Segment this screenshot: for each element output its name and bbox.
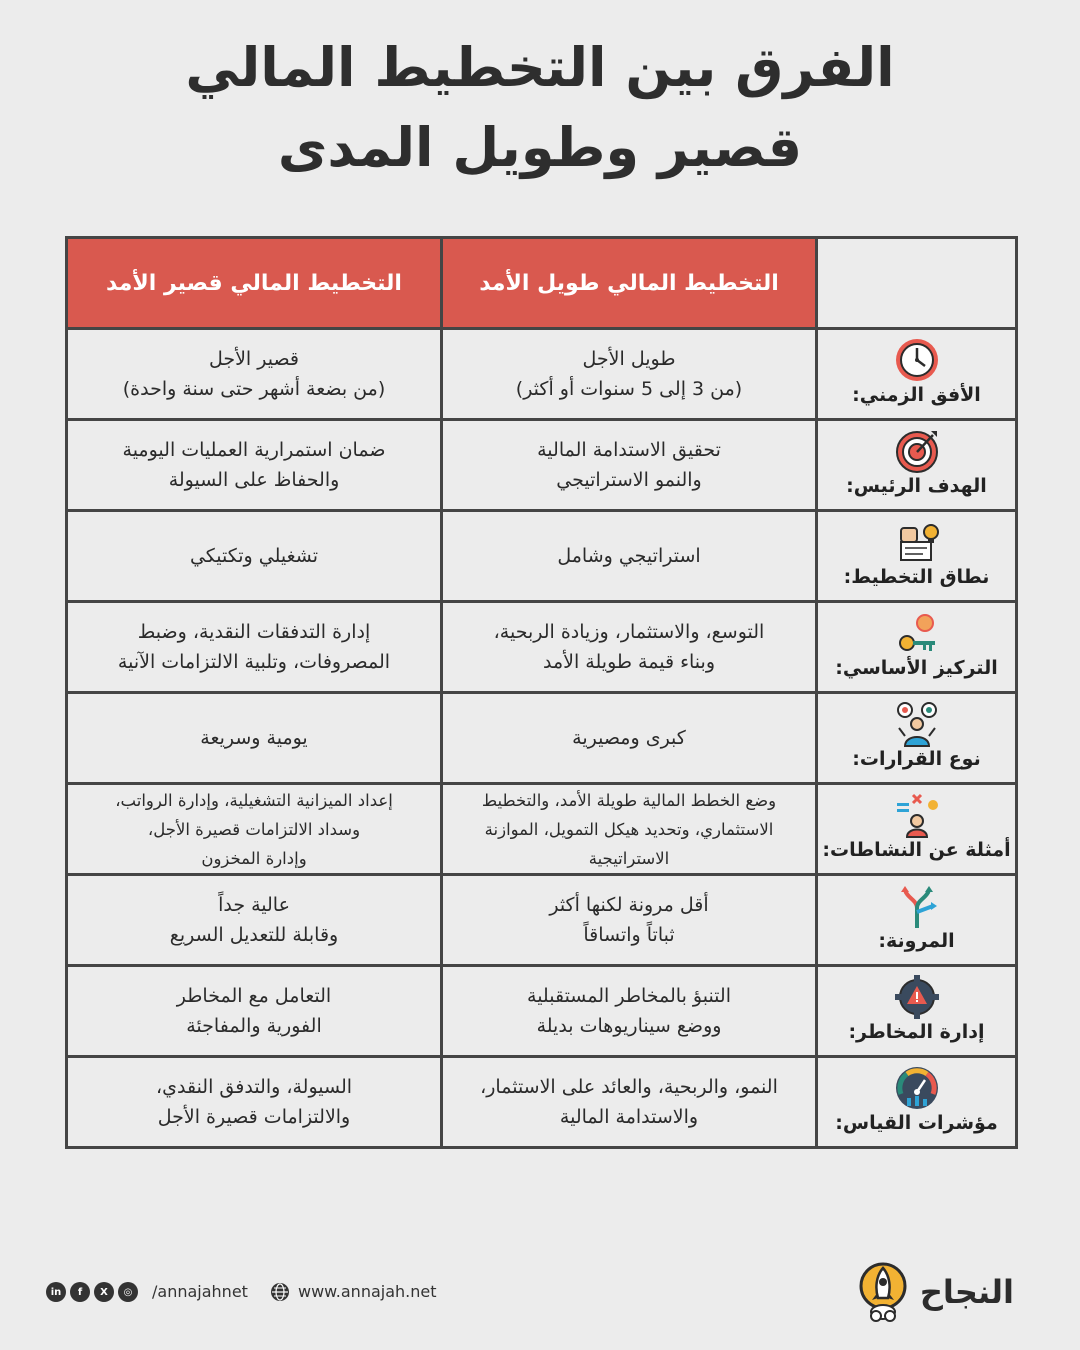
cell-text-line: كبرى ومصيرية [572, 727, 686, 749]
table-row [67, 329, 1017, 420]
cell-text-line: (من 3 إلى 5 سنوات أو أكثر) [515, 378, 743, 400]
page-title [0, 28, 1080, 188]
brand-name: النجاح [919, 1273, 1014, 1311]
cell-short-term [67, 784, 442, 875]
cell-short-term [67, 329, 442, 420]
cell-short-term [67, 875, 442, 966]
row-label-cell [817, 602, 1017, 693]
row-label: المرونة: [878, 930, 955, 952]
row-label: نوع القرارات: [852, 748, 981, 770]
cell-text-line: وسداد الالتزامات قصيرة الأجل، [147, 819, 361, 839]
cell-short-term [67, 966, 442, 1057]
row-label: التركيز الأساسي: [835, 657, 998, 679]
cell-text-line: يومية وسريعة [200, 727, 308, 749]
table-row [67, 693, 1017, 784]
cell-text-line: الاستراتيجية [588, 848, 670, 868]
cell-text-line: أقل مرونة لكنها أكثر [549, 894, 709, 916]
row-label-cell [817, 329, 1017, 420]
row-label-cell [817, 875, 1017, 966]
row-label-cell [817, 420, 1017, 511]
cell-text-line: ثباتاً واتساقاً [583, 924, 675, 946]
cell-long-term [442, 693, 817, 784]
risk-gear-icon [893, 973, 941, 1021]
facebook-icon[interactable]: f [70, 1282, 90, 1302]
title-line-1: الفرق بين التخطيط المالي [185, 36, 895, 99]
table-row [67, 602, 1017, 693]
cell-text-line: التوسع، والاستثمار، وزيادة الربحية، [493, 621, 765, 643]
x-icon[interactable]: X [94, 1282, 114, 1302]
cell-long-term [442, 784, 817, 875]
cell-text-line: وبناء قيمة طويلة الأمد [543, 651, 715, 673]
table-row [67, 784, 1017, 875]
cell-text-line: الاستثماري، وتحديد هيكل التمويل، الموازنة [484, 819, 774, 839]
cell-text-line: تشغيلي وتكتيكي [189, 545, 319, 567]
cell-text-line: وإدارة المخزون [201, 848, 307, 868]
row-label-cell [817, 511, 1017, 602]
cell-long-term [442, 966, 817, 1057]
comparison-table [65, 236, 1018, 1149]
cell-text-line: السيولة، والتدفق النقدي، [155, 1076, 353, 1098]
row-label: الهدف الرئيس: [846, 475, 987, 497]
cell-short-term [67, 511, 442, 602]
cell-text-line: والاستدامة المالية [559, 1106, 699, 1128]
rocket-logo-icon [854, 1260, 912, 1324]
decision-person-icon [893, 700, 941, 748]
footer [0, 1256, 1080, 1326]
planning-icon [893, 518, 941, 566]
table-row [67, 1057, 1017, 1148]
cell-text-line: المصروفات، وتلبية الالتزامات الآنية [117, 651, 391, 673]
cell-text-line: إعداد الميزانية التشغيلية، وإدارة الرواتب، [115, 790, 393, 810]
cell-long-term [442, 602, 817, 693]
row-label: أمثلة عن النشاطات: [822, 839, 1011, 861]
brand-logo [854, 1260, 1014, 1324]
target-icon [893, 427, 941, 475]
website-link[interactable]: www.annajah.net [298, 1282, 437, 1301]
cell-long-term [442, 1057, 817, 1148]
clock-icon [893, 336, 941, 384]
table-row [67, 966, 1017, 1057]
row-label: إدارة المخاطر: [848, 1021, 985, 1043]
header-empty-cell [817, 238, 1017, 329]
gauge-icon [893, 1064, 941, 1112]
cell-text-line: عالية جداً [218, 894, 290, 916]
row-label: الأفق الزمني: [852, 384, 981, 406]
cell-text-line: النمو، والربحية، والعائد على الاستثمار، [480, 1076, 778, 1098]
activities-icon [893, 791, 941, 839]
cell-text-line: والحفاظ على السيولة [168, 469, 340, 491]
row-label-cell [817, 784, 1017, 875]
table-row [67, 511, 1017, 602]
cell-long-term [442, 875, 817, 966]
social-handle: /annajahnet [152, 1282, 248, 1301]
cell-text-line: طويل الأجل [582, 348, 676, 370]
linkedin-icon[interactable]: in [46, 1282, 66, 1302]
table-row [67, 420, 1017, 511]
cell-text-line: تحقيق الاستدامة المالية [537, 439, 721, 461]
row-label-cell [817, 1057, 1017, 1148]
cell-text-line: وضع الخطط المالية طويلة الأمد، والتخطيط [481, 790, 777, 810]
cell-text-line: التنبؤ بالمخاطر المستقبلية [527, 985, 731, 1007]
cell-short-term [67, 602, 442, 693]
cell-text-line: (من بضعة أشهر حتى سنة واحدة) [122, 378, 386, 400]
cell-text-line: التعامل مع المخاطر [176, 985, 332, 1007]
instagram-icon[interactable]: ◎ [118, 1282, 138, 1302]
flexible-arrows-icon [893, 882, 941, 930]
cell-short-term [67, 1057, 442, 1148]
cell-text-line: استراتيجي وشامل [557, 545, 701, 567]
cell-text-line: والنمو الاستراتيجي [556, 469, 702, 491]
cell-text-line: ووضع سيناريوهات بديلة [536, 1015, 722, 1037]
globe-icon [270, 1282, 290, 1302]
cell-short-term [67, 420, 442, 511]
cell-text-line: قصير الأجل [208, 348, 300, 370]
key-idea-icon [893, 609, 941, 657]
table-header-row [67, 238, 1017, 329]
row-label-cell [817, 966, 1017, 1057]
cell-text-line: ضمان استمرارية العمليات اليومية [122, 439, 386, 461]
social-icons [46, 1282, 138, 1302]
cell-text-line: إدارة التدفقات النقدية، وضبط [137, 621, 371, 643]
cell-long-term [442, 420, 817, 511]
cell-long-term [442, 511, 817, 602]
row-label: مؤشرات القياس: [835, 1112, 998, 1134]
cell-text-line: الفورية والمفاجئة [186, 1015, 322, 1037]
header-long-term: التخطيط المالي طويل الأمد [442, 238, 817, 329]
cell-short-term [67, 693, 442, 784]
cell-long-term [442, 329, 817, 420]
cell-text-line: وقابلة للتعديل السريع [169, 924, 339, 946]
header-short-term: التخطيط المالي قصير الأمد [67, 238, 442, 329]
title-line-2: قصير وطويل المدى [277, 116, 803, 179]
row-label: نطاق التخطيط: [843, 566, 990, 588]
table-row [67, 875, 1017, 966]
cell-text-line: والالتزامات قصيرة الأجل [157, 1106, 351, 1128]
row-label-cell [817, 693, 1017, 784]
